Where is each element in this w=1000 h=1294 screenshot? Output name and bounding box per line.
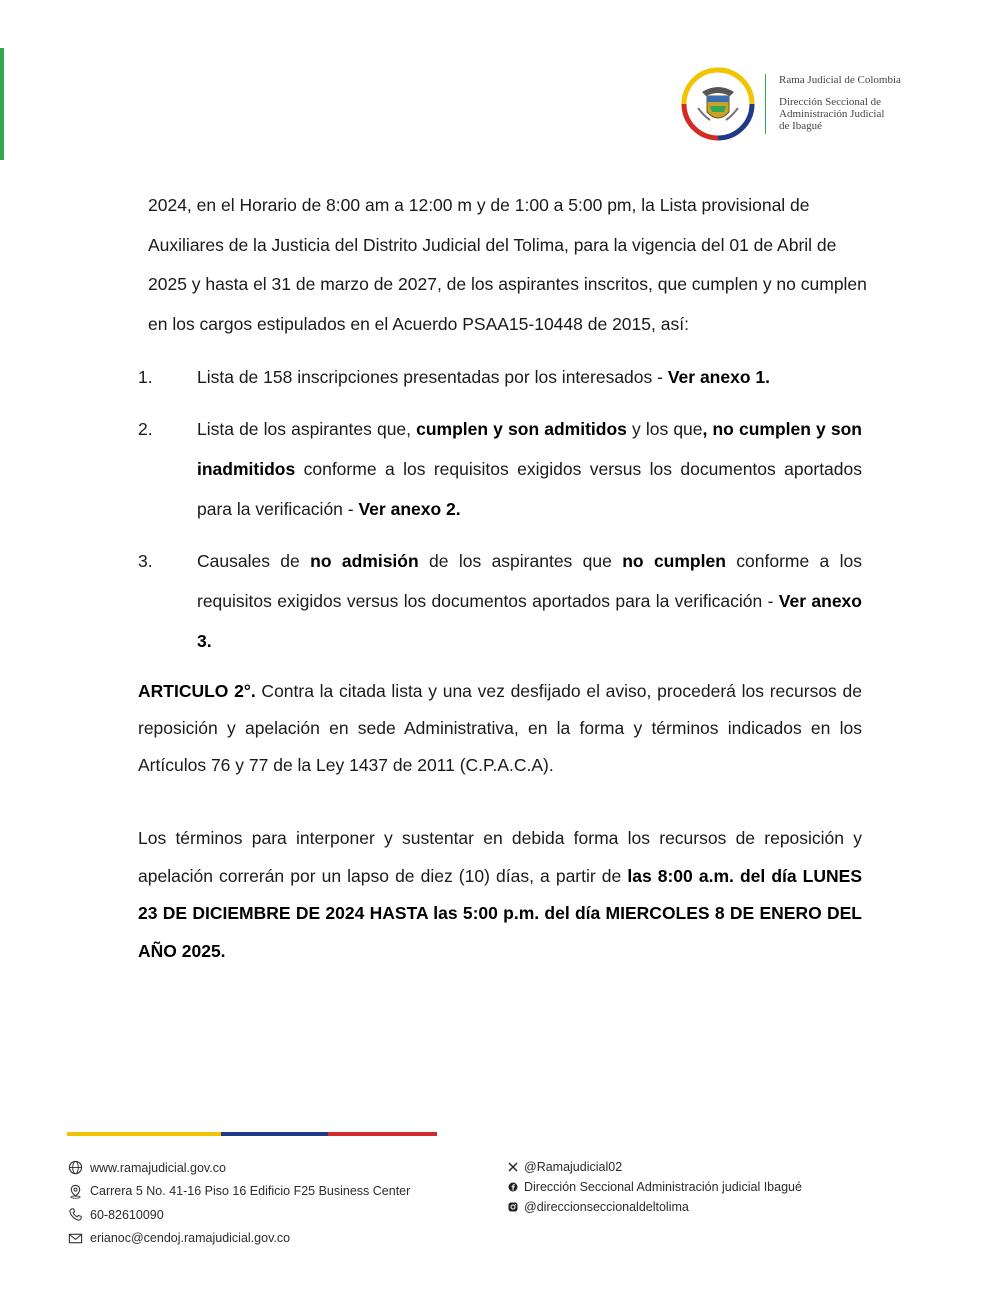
list-number: 3. — [138, 551, 153, 571]
header-divider — [765, 74, 766, 134]
bold-phrase: no cumplen — [622, 551, 726, 571]
website-row — [67, 1156, 410, 1180]
envelope-icon — [67, 1230, 83, 1246]
facebook-icon — [508, 1182, 518, 1192]
terms-paragraph — [138, 820, 862, 970]
footer-line-yellow — [67, 1132, 221, 1136]
footer-line-blue — [221, 1132, 328, 1136]
instagram-row — [508, 1197, 802, 1217]
bold-phrase: no admisión — [310, 551, 419, 571]
instagram-icon — [508, 1202, 518, 1212]
facebook-page[interactable]: Dirección Seccional Administración judicial Ibagué — [524, 1180, 802, 1194]
list-item — [138, 541, 862, 661]
annex-reference: Ver anexo 2. — [358, 499, 461, 519]
list-text: conforme a los requisitos exigidos versus los documentos aportados para la verificación - — [197, 551, 863, 611]
articulo-text: Contra la citada lista y una vez desfijado el aviso, procederá los recursos de reposición y apelación en sede Administrativa, en la forma y términos indicados en los Artículos 76 y 77 de la Ley 1437 de 2011 (C.P.A.C.A). — [138, 681, 862, 775]
location-pin-icon — [67, 1183, 83, 1199]
terms-deadline: las 8:00 a.m. del día LUNES 23 DE DICIEMBRE DE 2024 HASTA las 5:00 p.m. del día MIERCOLES 8 DE ENERO DEL AÑO 2025. — [138, 865, 862, 961]
phone-text: 60-82610090 — [90, 1207, 164, 1222]
address-row — [67, 1180, 410, 1204]
email-link[interactable]: erianoc@cendoj.ramajudicial.gov.co — [90, 1231, 291, 1246]
annex-reference: Ver anexo 3. — [197, 591, 862, 651]
list-number: 1. — [138, 367, 153, 387]
globe-icon — [67, 1160, 83, 1176]
annex-list — [138, 357, 862, 661]
list-item — [138, 357, 862, 397]
twitter-handle[interactable]: @Ramajudicial02 — [524, 1160, 623, 1174]
facebook-row — [508, 1177, 802, 1197]
phone-icon — [67, 1207, 83, 1223]
email-row — [67, 1227, 410, 1251]
list-text: Lista de 158 inscripciones presentadas por los interesados - — [197, 367, 668, 387]
website-link[interactable]: www.ramajudicial.gov.co — [90, 1160, 226, 1175]
list-text: Causales de — [197, 551, 311, 571]
list-item — [138, 409, 862, 529]
coat-of-arms-seal-icon — [680, 66, 756, 142]
annex-reference: Ver anexo 1. — [667, 367, 770, 387]
twitter-row — [508, 1157, 802, 1177]
division-line-2: Administración Judicial — [779, 108, 885, 120]
footer-contacts — [67, 1156, 410, 1250]
list-text: conforme a los requisitos exigidos versus los documentos aportados para la verificación - — [197, 459, 862, 519]
x-twitter-icon — [508, 1162, 518, 1172]
footer-line-red — [328, 1132, 437, 1136]
terms-text: Los términos para interponer y sustentar en debida forma los recursos de reposición y apelación correrán por un lapso de diez (10) días, a partir de — [138, 828, 862, 886]
org-name: Rama Judicial de Colombia — [779, 74, 901, 86]
list-text: de los aspirantes que — [418, 551, 623, 571]
list-text: Lista de los aspirantes que, — [197, 419, 417, 439]
list-number: 2. — [138, 419, 153, 439]
bold-phrase: cumplen y son admitidos — [416, 419, 627, 439]
intro-paragraph: 2024, en el Horario de 8:00 am a 12:00 m y de 1:00 a 5:00 pm, la Lista provisional de Auxiliares de la Justicia del Distrito Judicial del Tolima, para la vigencia del 01 de Abril de 2025 y hasta el 31 de marzo de 2027, de los aspirantes inscritos, que cumplen y no cumplen en los cargos estipulados en el Acuerdo PSAA15-10448 de 2015, así: — [148, 195, 867, 334]
green-margin-bar — [0, 48, 4, 160]
division-line-1: Dirección Seccional de — [779, 96, 882, 108]
phone-row — [67, 1203, 410, 1227]
division-line-3: de Ibagué — [779, 120, 823, 132]
bold-phrase: , no cumplen y son inadmitidos — [197, 419, 862, 479]
header-text — [779, 74, 901, 132]
instagram-handle[interactable]: @direccionseccionaldeltolima — [524, 1200, 689, 1214]
articulo-2-paragraph — [138, 673, 862, 784]
address-text: Carrera 5 No. 41-16 Piso 16 Edificio F25 Business Center — [90, 1184, 411, 1199]
articulo-heading: ARTICULO 2°. — [138, 681, 256, 701]
letterhead — [680, 66, 980, 146]
footer-social — [508, 1157, 802, 1217]
list-text: y los que — [626, 419, 703, 439]
